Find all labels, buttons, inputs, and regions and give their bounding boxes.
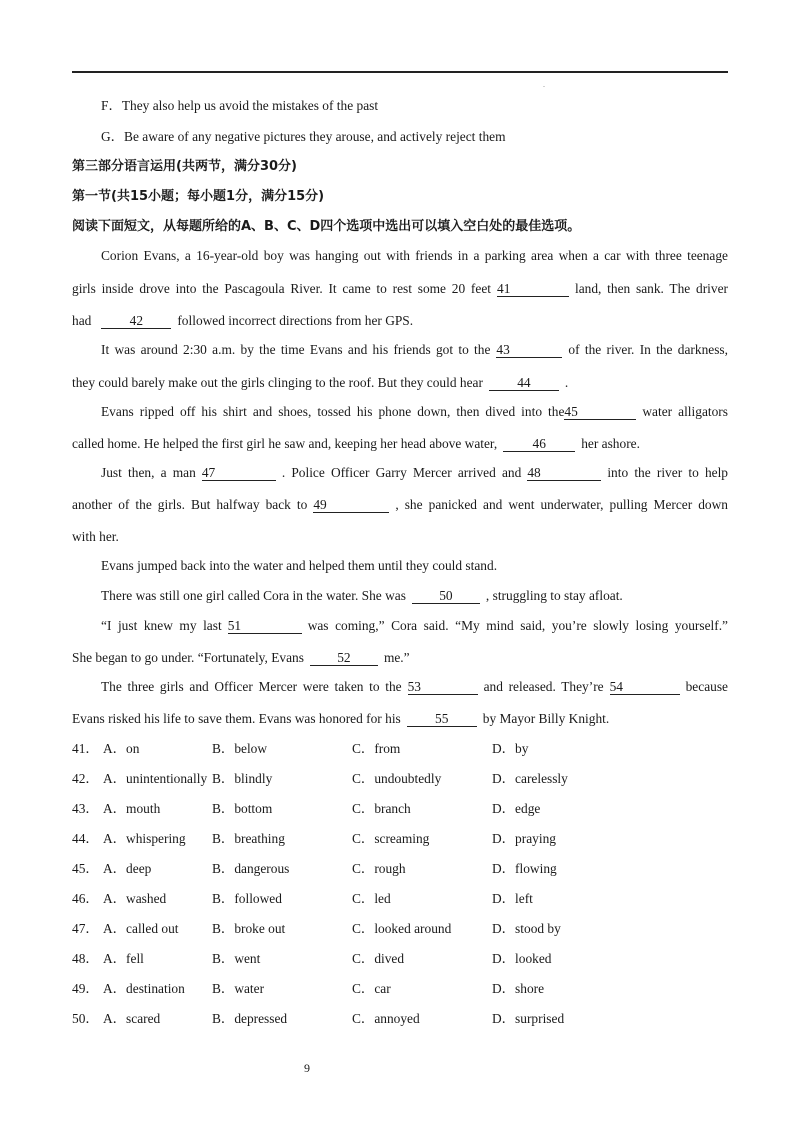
- blank-50[interactable]: 50: [412, 588, 480, 604]
- option-c[interactable]: C．branch: [352, 801, 411, 816]
- question-row: [72, 890, 728, 908]
- option-a[interactable]: A．on: [103, 741, 140, 756]
- option-c[interactable]: C．from: [352, 741, 401, 756]
- passage-line: Evans ripped off his shirt and shoes, tossed his phone down, then dived into the45 water alligators: [101, 404, 728, 419]
- passage-line: It was around 2:30 a.m. by the time Evans and his friends got to the 43 of the river. In the darkness,: [101, 342, 728, 357]
- passage-line: Evans jumped back into the water and helped them until they could stand.: [101, 558, 498, 573]
- option-a[interactable]: A．mouth: [103, 801, 161, 816]
- blank-49[interactable]: 49: [313, 497, 389, 513]
- question-row: [72, 920, 728, 938]
- option-g: G．Be aware of any negative pictures they arouse, and actively reject them: [101, 129, 506, 144]
- option-c[interactable]: C．undoubtedly: [352, 771, 442, 786]
- blank-55[interactable]: 55: [407, 711, 477, 727]
- question-row: [72, 800, 728, 818]
- option-a[interactable]: A．scared: [103, 1011, 161, 1026]
- option-b[interactable]: B．water: [212, 981, 265, 996]
- passage-line: Evans risked his life to save them. Evans was honored for his 55 by Mayor Billy Knight.: [72, 711, 610, 726]
- blank-42[interactable]: 42: [101, 313, 171, 329]
- option-c[interactable]: C．looked around: [352, 921, 452, 936]
- option-d[interactable]: D．looked: [492, 951, 552, 966]
- question-number: 41．: [72, 741, 99, 756]
- part-heading: 第三部分语言运用(共两节，满分30分): [72, 159, 297, 174]
- passage-line: another of the girls. But halfway back to 49 , she panicked and went underwater, pulling Mercer down: [72, 497, 728, 512]
- blank-47[interactable]: 47: [202, 465, 276, 481]
- option-b[interactable]: B．broke out: [212, 921, 286, 936]
- question-number: 46．: [72, 891, 99, 906]
- blank-52[interactable]: 52: [310, 650, 378, 666]
- option-b[interactable]: B．depressed: [212, 1011, 288, 1026]
- blank-51[interactable]: 51: [228, 618, 302, 634]
- option-d[interactable]: D．by: [492, 741, 529, 756]
- question-number: 42．: [72, 771, 99, 786]
- option-c[interactable]: C．screaming: [352, 831, 430, 846]
- option-b[interactable]: B．breathing: [212, 831, 285, 846]
- option-c[interactable]: C．annoyed: [352, 1011, 420, 1026]
- question-row: [72, 860, 728, 878]
- option-d[interactable]: D．stood by: [492, 921, 561, 936]
- option-b[interactable]: B．went: [212, 951, 261, 966]
- option-a[interactable]: A．destination: [103, 981, 185, 996]
- option-a[interactable]: A．called out: [103, 921, 179, 936]
- option-c[interactable]: C．rough: [352, 861, 406, 876]
- passage-line: called home. He helped the first girl he saw and, keeping her head above water, 46 her ashore.: [72, 436, 640, 451]
- passage-line: with her.: [72, 529, 119, 544]
- option-d[interactable]: D．left: [492, 891, 533, 906]
- passage-line: Just then, a man 47 . Police Officer Garry Mercer arrived and 48 into the river to help: [101, 465, 729, 480]
- instructions: 阅读下面短文，从每题所给的A、B、C、D四个选项中选出可以填入空白处的最佳选项。: [72, 219, 581, 234]
- blank-54[interactable]: 54: [610, 679, 680, 695]
- question-number: 48．: [72, 951, 99, 966]
- option-c[interactable]: C．led: [352, 891, 391, 906]
- option-d[interactable]: D．flowing: [492, 861, 557, 876]
- option-a[interactable]: A．deep: [103, 861, 152, 876]
- option-f: F．They also help us avoid the mistakes of the past: [101, 98, 379, 113]
- blank-44[interactable]: 44: [489, 375, 559, 391]
- question-number: 50．: [72, 1011, 99, 1026]
- passage-line: She began to go under. “Fortunately, Evans 52 me.”: [72, 650, 410, 665]
- option-b[interactable]: B．followed: [212, 891, 282, 906]
- header-dot: .: [543, 80, 545, 89]
- passage-line: had 42 followed incorrect directions from her GPS.: [72, 313, 414, 328]
- passage-line: Corion Evans, a 16-year-old boy was hanging out with friends in a parking area when a car with three teenage: [101, 248, 728, 263]
- passage-line: “I just knew my last 51 was coming,” Cora said. “My mind said, you’re slowly losing yourself.”: [101, 618, 729, 633]
- option-a[interactable]: A．whispering: [103, 831, 186, 846]
- option-d[interactable]: D．edge: [492, 801, 541, 816]
- question-row: [72, 1010, 728, 1028]
- blank-53[interactable]: 53: [408, 679, 478, 695]
- question-number: 43．: [72, 801, 99, 816]
- passage-line: The three girls and Officer Mercer were taken to the 53 and released. They’re 54 because: [101, 679, 728, 694]
- option-a[interactable]: A．washed: [103, 891, 167, 906]
- blank-43[interactable]: 43: [496, 342, 562, 358]
- question-number: 45．: [72, 861, 99, 876]
- option-b[interactable]: B．blindly: [212, 771, 273, 786]
- option-d[interactable]: D．surprised: [492, 1011, 565, 1026]
- question-number: 44．: [72, 831, 99, 846]
- question-number: 47．: [72, 921, 99, 936]
- question-row: [72, 950, 728, 968]
- option-d[interactable]: D．shore: [492, 981, 545, 996]
- question-number: 49．: [72, 981, 99, 996]
- option-b[interactable]: B．bottom: [212, 801, 273, 816]
- option-b[interactable]: B．below: [212, 741, 268, 756]
- question-row: [72, 980, 728, 998]
- blank-48[interactable]: 48: [527, 465, 601, 481]
- blank-46[interactable]: 46: [503, 436, 575, 452]
- passage-line: girls inside drove into the Pascagoula River. It came to rest some 20 feet 41 land, then sank. The driver: [72, 281, 728, 296]
- option-c[interactable]: C．dived: [352, 951, 405, 966]
- option-d[interactable]: D．praying: [492, 831, 556, 846]
- option-c[interactable]: C．car: [352, 981, 391, 996]
- passage-line: There was still one girl called Cora in the water. She was 50 , struggling to stay afloat.: [101, 588, 623, 603]
- question-row: [72, 830, 728, 848]
- passage-line: they could barely make out the girls clinging to the roof. But they could hear 44 .: [72, 375, 569, 390]
- blank-41[interactable]: 41: [497, 281, 569, 297]
- blank-45[interactable]: 45: [564, 404, 636, 420]
- option-b[interactable]: B．dangerous: [212, 861, 290, 876]
- option-a[interactable]: A．fell: [103, 951, 144, 966]
- question-row: [72, 770, 728, 788]
- question-row: [72, 740, 728, 758]
- section-heading: 第一节(共15小题；每小题1分，满分15分): [72, 189, 325, 204]
- header-rule: [72, 71, 728, 73]
- page-number: 9: [304, 1061, 310, 1075]
- option-d[interactable]: D．carelessly: [492, 771, 568, 786]
- option-a[interactable]: A．unintentionally: [103, 771, 208, 786]
